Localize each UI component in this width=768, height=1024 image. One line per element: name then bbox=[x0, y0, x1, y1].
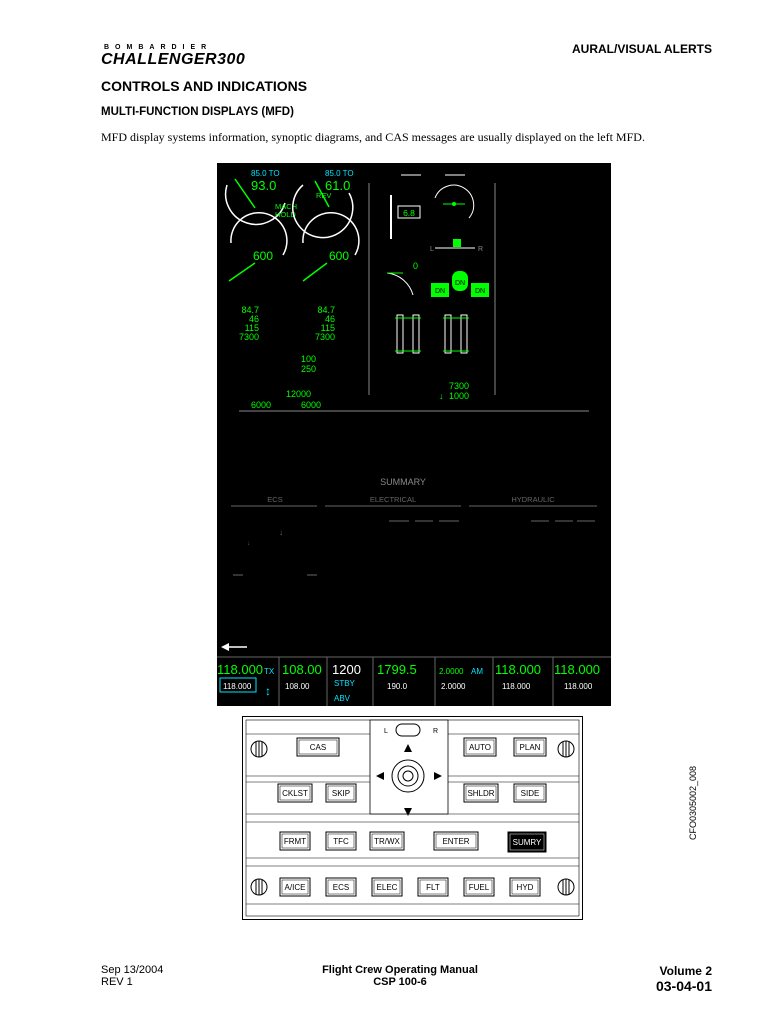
brand-top-text: BOMBARDIER bbox=[104, 44, 213, 51]
svg-text:FLT: FLT bbox=[426, 883, 440, 892]
eng-left-val-1: 46 bbox=[248, 314, 259, 324]
cabin-rate: 1000 bbox=[448, 391, 469, 401]
itt-right-gauge bbox=[303, 213, 359, 281]
enter-button[interactable] bbox=[434, 832, 478, 850]
landing-gear-indicator bbox=[431, 271, 489, 297]
gear-right: DN bbox=[474, 288, 486, 295]
com1-tx: TX bbox=[264, 667, 275, 676]
footer-doc: CSP 100-6 bbox=[373, 976, 427, 988]
hyd-button[interactable] bbox=[510, 878, 540, 896]
n1-left-gauge bbox=[226, 169, 297, 224]
flt-button[interactable] bbox=[418, 878, 448, 896]
svg-text:↓: ↓ bbox=[279, 528, 283, 537]
eng-left-val-0: 84.7 bbox=[241, 305, 259, 315]
trim-r: R bbox=[478, 246, 484, 253]
svg-text:SUMRY: SUMRY bbox=[512, 838, 542, 847]
trwx-button[interactable] bbox=[370, 832, 404, 850]
svg-text:PLAN: PLAN bbox=[519, 743, 541, 752]
n1-right-gauge bbox=[293, 169, 354, 238]
svg-text:ECS: ECS bbox=[332, 883, 350, 892]
skip-button[interactable] bbox=[326, 784, 356, 802]
footer-volume: Volume 2 bbox=[659, 964, 712, 978]
adf-standby: 190.0 bbox=[387, 682, 408, 691]
fuel-total-right: 6000 bbox=[300, 400, 321, 410]
summary-hydraulic: HYDRAULIC bbox=[511, 495, 555, 504]
eng-left-val-3: 7300 bbox=[238, 332, 259, 342]
svg-text:SKIP: SKIP bbox=[331, 789, 351, 798]
back-arrow-icon[interactable] bbox=[221, 643, 247, 651]
joystick-area[interactable] bbox=[370, 720, 448, 816]
tfc-button[interactable] bbox=[326, 832, 356, 850]
svg-text:ELEC: ELEC bbox=[376, 883, 398, 892]
itt-left-gauge bbox=[229, 213, 287, 281]
joystick-r: R bbox=[433, 728, 439, 735]
fuel-button[interactable] bbox=[464, 878, 494, 896]
hf-standby: 2.0000 bbox=[441, 682, 466, 691]
summary-electrical: ELECTRICAL bbox=[369, 495, 417, 504]
svg-text:TR/WX: TR/WX bbox=[374, 837, 400, 846]
ecs-button[interactable] bbox=[326, 878, 356, 896]
itt-left-value: 600 bbox=[253, 249, 274, 263]
elec-button[interactable] bbox=[372, 878, 402, 896]
svg-text:FRMT: FRMT bbox=[283, 837, 307, 846]
adf-active: 1799.5 bbox=[377, 662, 417, 677]
hf-active: 2.0000 bbox=[439, 667, 464, 676]
footer-page-number: 03-04-01 bbox=[655, 978, 712, 994]
brand-logo: CHALLENGER300 bbox=[101, 51, 246, 68]
com3-active: 118.000 bbox=[554, 662, 601, 677]
section-header: AURAL/VISUAL ALERTS bbox=[571, 42, 712, 56]
svg-text:SIDE: SIDE bbox=[520, 789, 540, 798]
svg-text:AUTO: AUTO bbox=[468, 743, 492, 752]
cabin-alt: 7300 bbox=[448, 381, 469, 391]
svg-text:CKLST: CKLST bbox=[282, 789, 308, 798]
n1-left-value: 93.0 bbox=[251, 178, 277, 193]
radio-tuning-strip bbox=[217, 657, 611, 706]
joystick-l: L bbox=[384, 728, 388, 735]
eng-left-val-2: 115 bbox=[244, 323, 259, 333]
n1-left-ref: 85.0 TO bbox=[251, 169, 280, 178]
itt-right-value: 600 bbox=[329, 249, 350, 263]
trim-l: L bbox=[430, 246, 434, 253]
eng-right-val-2: 115 bbox=[320, 323, 335, 333]
flap-value: 0 bbox=[413, 261, 419, 271]
hf-mode: AM bbox=[471, 667, 483, 676]
brake-bars bbox=[395, 315, 469, 353]
gear-nose: DN bbox=[454, 280, 466, 287]
nav1-active: 108.00 bbox=[282, 662, 322, 677]
svg-text:ENTER: ENTER bbox=[442, 837, 470, 846]
n1-right-value: 61.0 bbox=[325, 178, 351, 193]
svg-text:↓: ↓ bbox=[439, 391, 444, 401]
n1-left-mode: MACH bbox=[275, 202, 298, 211]
svg-text:TFC: TFC bbox=[333, 837, 349, 846]
nav1-standby: 108.00 bbox=[285, 682, 310, 691]
summary-ecs: ECS bbox=[267, 495, 283, 504]
fuel-total-top: 12000 bbox=[285, 389, 311, 399]
cklst-button[interactable] bbox=[278, 784, 312, 802]
fuel-center-1: 250 bbox=[300, 364, 316, 374]
com2-active: 118.000 bbox=[495, 662, 542, 677]
page-title: CONTROLS AND INDICATIONS bbox=[101, 78, 308, 94]
xpdr-code: 1200 bbox=[332, 662, 361, 677]
mfd-control-panel bbox=[242, 716, 583, 920]
footer-date: Sep 13/2004 bbox=[101, 964, 164, 976]
aice-button[interactable] bbox=[280, 878, 310, 896]
n1-right-ref: 85.0 TO bbox=[325, 169, 354, 178]
plan-button[interactable] bbox=[514, 738, 546, 756]
mfd-display bbox=[217, 163, 611, 706]
svg-text:SHLDR: SHLDR bbox=[467, 789, 495, 798]
svg-text:FUEL: FUEL bbox=[468, 883, 490, 892]
com1-active: 118.000 bbox=[217, 662, 264, 677]
eng-right-val-1: 46 bbox=[324, 314, 335, 324]
shldr-button[interactable] bbox=[464, 784, 498, 802]
svg-text:↕: ↕ bbox=[265, 684, 271, 698]
footer-rev: REV 1 bbox=[101, 976, 133, 988]
svg-text:CAS: CAS bbox=[309, 743, 327, 752]
cas-button[interactable] bbox=[297, 738, 339, 756]
com1-standby: 118.000 bbox=[223, 682, 252, 691]
n1-right-mode: REV bbox=[316, 191, 332, 200]
summary-synoptic bbox=[231, 477, 597, 575]
page-subtitle: MULTI-FUNCTION DISPLAYS (MFD) bbox=[101, 106, 294, 118]
auto-button[interactable] bbox=[464, 738, 496, 756]
xpdr-alt: ABV bbox=[334, 694, 351, 703]
sumry-button[interactable] bbox=[508, 832, 546, 852]
svg-text:HYD: HYD bbox=[516, 883, 534, 892]
pitch-trim-indicator bbox=[391, 175, 483, 253]
eng-right-val-3: 7300 bbox=[314, 332, 335, 342]
side-button[interactable] bbox=[514, 784, 546, 802]
summary-title: SUMMARY bbox=[380, 477, 426, 487]
footer-manual: Flight Crew Operating Manual bbox=[322, 964, 478, 976]
intro-paragraph: MFD display systems information, synoptic diagrams, and CAS messages are usually displayed on the left MFD. bbox=[101, 130, 645, 144]
frmt-button[interactable] bbox=[280, 832, 310, 850]
com2-standby: 118.000 bbox=[502, 682, 531, 691]
trim-value: 6.8 bbox=[403, 208, 415, 218]
eng-right-val-0: 84.7 bbox=[317, 305, 335, 315]
com3-standby: 118.000 bbox=[564, 682, 593, 691]
svg-text:↓: ↓ bbox=[247, 541, 250, 547]
gear-left: DN bbox=[434, 288, 446, 295]
n1-left-mode2: HOLD bbox=[275, 210, 296, 219]
svg-text:A/ICE: A/ICE bbox=[284, 883, 306, 892]
flap-indicator bbox=[387, 261, 418, 295]
xpdr-mode: STBY bbox=[334, 679, 355, 688]
fuel-total-left: 6000 bbox=[250, 400, 271, 410]
figure-code: CFO0305002_008 bbox=[688, 765, 698, 840]
fuel-center-0: 100 bbox=[300, 354, 316, 364]
